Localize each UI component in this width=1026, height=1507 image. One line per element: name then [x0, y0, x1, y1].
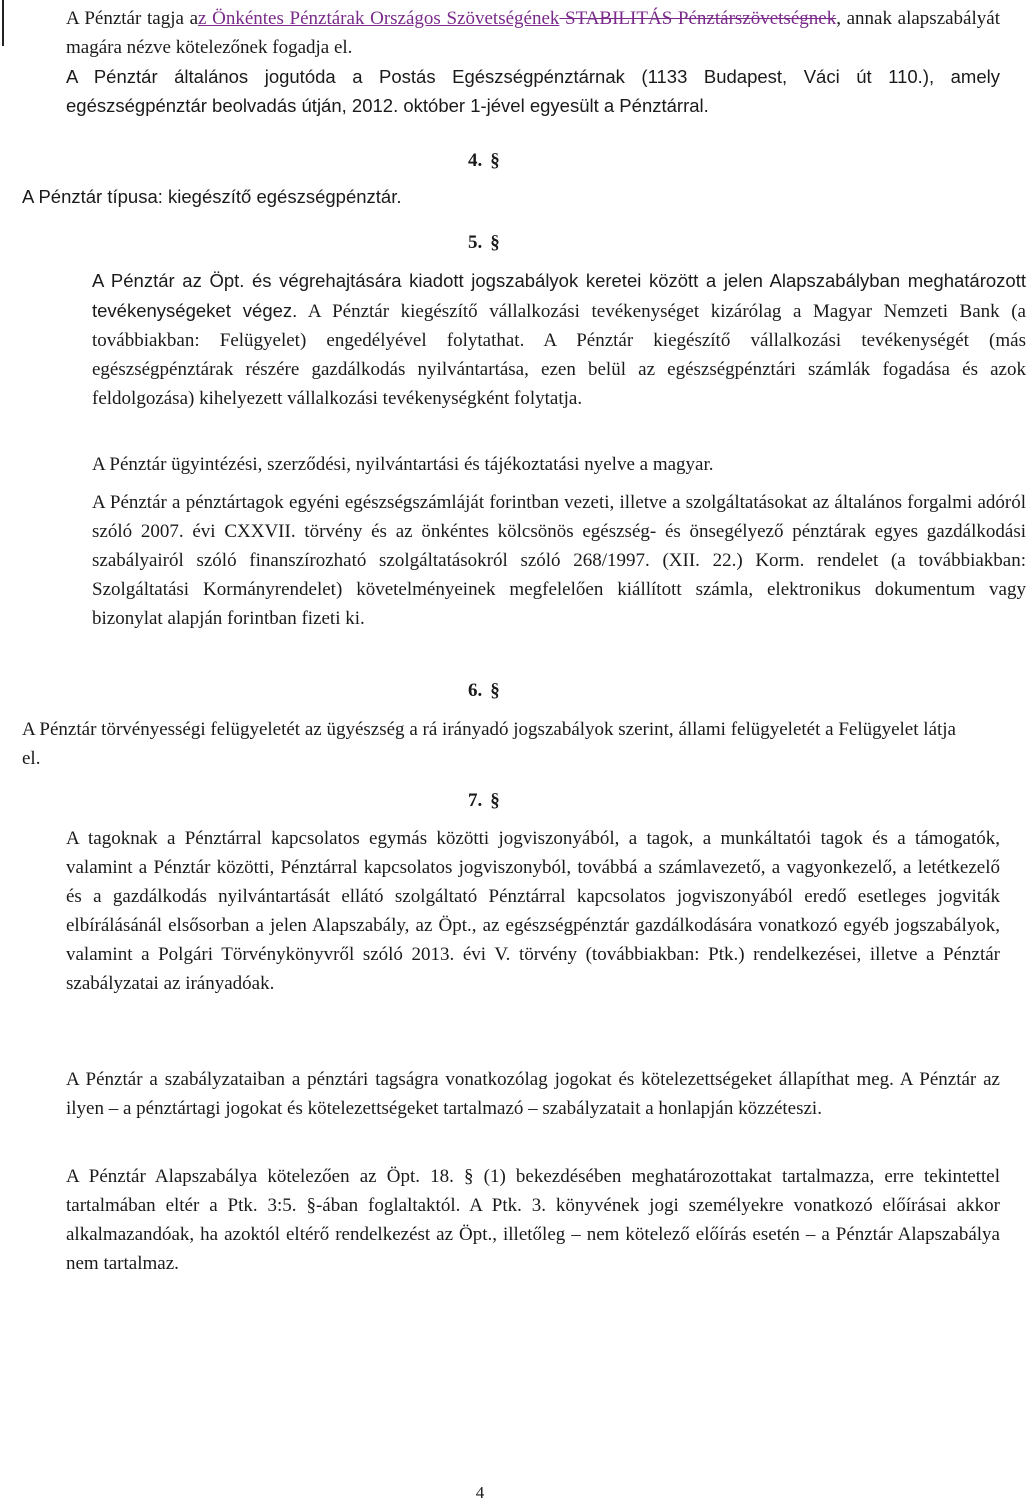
section-number: 6.	[468, 680, 483, 701]
paragraph-number	[22, 488, 92, 517]
inserted-text: z Önkéntes Pénztárak Országos Szövetségének	[198, 8, 560, 29]
section-symbol: §	[490, 680, 500, 701]
page-number: 4	[475, 1483, 485, 1502]
paragraph-5-3	[22, 488, 1026, 633]
paragraph-3-7	[22, 62, 1000, 120]
paragraph-text: A tagoknak a Pénztárral kapcsolatos egymás közötti jogviszonyából, a tagok, a munkáltatói tagok és a támogatók, valamint a Pénztár közötti, Pénztárral kapcsolatos jogviszonyból, továbbá a számlavezető, a vagyonkezelő, a letétkezelő és a gazdálkodás nyilvántartását ellátó szolgáltató Pénztárral kapcsolatos jogviszonyából eredő esetleges jogviták elbírálásánál elsősorban a jelen Alapszabály, az Öpt., az egészségpénztár gazdálkodására vonatkozó egyéb jogszabályok, valamint a Polgári Törvénykönyvről szóló 2013. évi V. törvény (továbbiakban: Ptk.) rendelkezései, illetve a Pénztár szabályzatai az irányadóak.	[66, 828, 1000, 994]
section-number: 4.	[468, 150, 483, 171]
section-symbol: §	[490, 232, 500, 253]
paragraph-text: A Pénztár kiegészítő vállalkozási tevékenységet kizárólag a Magyar Nemzeti Bank (a továbbiakban: Felügyelet) engedélyével folytathat. A Pénztár kiegészítő vállalkozási tevékenységét (más egészségpénztárak részére gazdálkodás nyilvántartása, ezen belül az egészségpénztári számlák fogadása és azok feldolgozása) kihelyezett vállalkozási tevékenységként folytatja.	[92, 301, 1026, 409]
section-number: 5.	[468, 232, 483, 253]
section-heading-6	[468, 676, 500, 705]
paragraph-5-2	[22, 450, 1026, 479]
change-bar	[2, 0, 4, 46]
paragraph-number	[22, 824, 66, 853]
section-symbol: §	[490, 790, 500, 811]
paragraph-text: A Pénztár a pénztártagok egyéni egészségszámláját forintban vezeti, illetve a szolgáltatásokat az általános forgalmi adóról szóló 2007. évi CXXVII. törvény és az önkéntes kölcsönös egészség- és önsegélyező pénztárak egyes gazdálkodási szabályairól szóló finanszírozható szolgáltatásokról szóló 268/1997. (XII. 22.) Korm. rendelet (a továbbiakban: Szolgáltatási Kormányrendelet) követelményeinek megfelelően kiállított számla, elektronikus dokumentum vagy bizonylat alapján forintban fizeti ki.	[92, 492, 1026, 629]
paragraph-5-1	[22, 266, 1026, 413]
section-symbol: §	[490, 150, 500, 171]
paragraph-text: A Pénztár ügyintézési, szerződési, nyilvántartási és tájékoztatási nyelve a magyar.	[92, 454, 714, 475]
paragraph-7-1	[22, 824, 1000, 998]
paragraph-7-3	[22, 1162, 1000, 1278]
section-heading-5	[468, 228, 500, 257]
paragraph-number	[22, 450, 92, 479]
paragraph-3-6	[22, 4, 1000, 62]
paragraph-number	[22, 4, 66, 33]
section-number: 7.	[468, 790, 483, 811]
paragraph-text-sans: A Pénztár az Öpt. és végrehajtására kiadott jogszabályok keretei között a jelen Alapszabályban meghatározott tevékenységeket végez.	[92, 270, 1026, 321]
paragraph-number	[22, 1065, 66, 1094]
section-4-text: A Pénztár típusa: kiegészítő egészségpénztár.	[22, 186, 402, 207]
section-heading-7	[468, 786, 500, 815]
paragraph-text: A Pénztár Alapszabálya kötelezően az Öpt. 18. § (1) bekezdésében meghatározottakat tartalmazza, erre tekintettel tartalmában eltér a Ptk. 3:5. §-ában foglaltaktól. A Ptk. 3. könyvének jogi személyekre vonatkozó előírásai akkor alkalmazandóak, ha azoktól eltérő rendelkezést az Öpt., illetőleg – nem kötelező előírás esetén – a Pénztár Alapszabálya nem tartalmaz.	[66, 1166, 1000, 1274]
paragraph-number	[22, 1162, 66, 1191]
section-6-text: A Pénztár törvényességi felügyeletét az ügyészség a rá irányadó jogszabályok szerint, állami felügyeletét a Felügyelet látja el.	[22, 719, 956, 769]
deleted-text: STABILITÁS Pénztárszövetségnek	[559, 8, 837, 29]
paragraph-number	[22, 266, 92, 295]
section-heading-4	[468, 146, 500, 175]
paragraph-text: A Pénztár általános jogutóda a Postás Egészségpénztárnak (1133 Budapest, Váci út 110.), amely egészségpénztár beolvadás útján, 2012. október 1-jével egyesült a Pénztárral.	[66, 66, 1000, 116]
paragraph-number	[22, 62, 66, 91]
paragraph-text: , annak alapszabályát magára nézve kötelezőnek fogadja el.	[66, 8, 1000, 58]
paragraph-7-2	[22, 1065, 1000, 1123]
paragraph-text: A Pénztár a szabályzataiban a pénztári tagságra vonatkozólag jogokat és kötelezettségeket állapíthat meg. A Pénztár az ilyen – a pénztártagi jogokat és kötelezettségeket tartalmazó – szabályzatait a honlapján közzéteszi.	[66, 1069, 1000, 1119]
paragraph-text: A Pénztár tagja a	[66, 8, 199, 29]
